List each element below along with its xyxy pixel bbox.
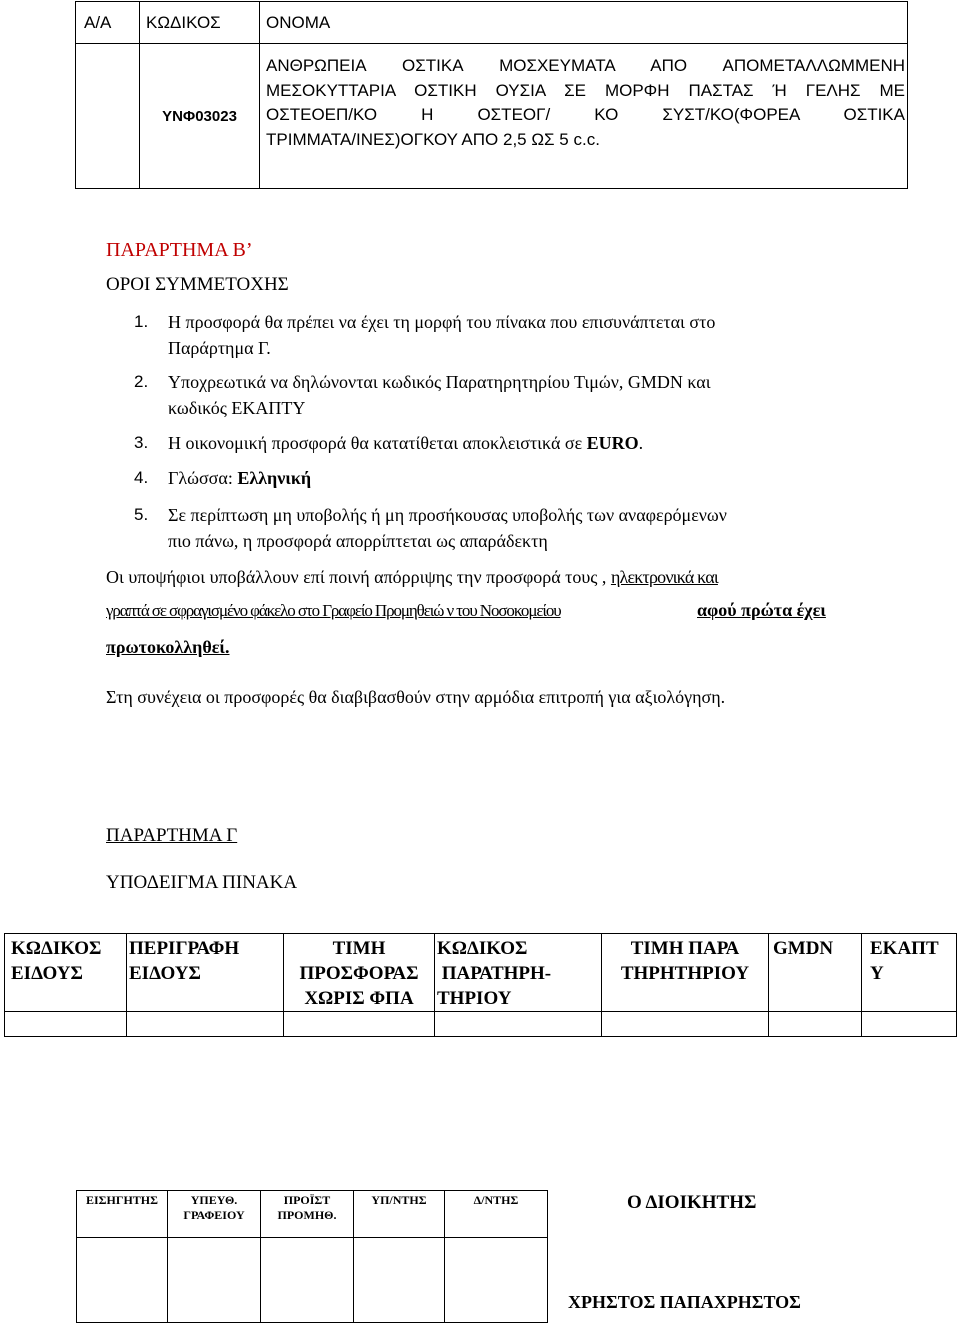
appendix-b-subtitle: ΟΡΟΙ ΣΥΜΜΕΤΟΧΗΣ xyxy=(106,274,289,295)
name-line: ΜΕΣΟΚΥΤΤΑΡΙΑ ΟΣΤΙΚΗ ΟΥΣΙΑ ΣΕ ΜΟΡΦΗ ΠΑΣΤΑΣ Ή ΓΕΛΗΣ ΜΕ xyxy=(266,80,905,100)
column-item-code: ΚΩΔΙΚΟΣ ΕΙΔΟΥΣ xyxy=(5,934,127,1012)
item-text: κωδικός ΕΚΑΠΤΥ xyxy=(168,398,306,418)
column-offer-price: ΤΙΜΗ ΠΡΟΣΦΟΡΑΣ ΧΩΡΙΣ ΦΠΑ xyxy=(284,934,435,1012)
item-text: Η οικονομική προσφορά θα κατατίθεται αποκλειστικά σε EURO. xyxy=(168,433,644,453)
submission-paragraph-line xyxy=(106,637,230,658)
name-line: ΟΣΤΕΟΕΠ/ΚΟ Η ΟΣΤΕΟΓ/ ΚΟ ΣΥΣΤ/ΚΟ(ΦΟΡΕΑ ΟΣΤΙΚΑ xyxy=(266,105,905,124)
director-name: ΧΡΗΣΤΟΣ ΠΑΠΑΧΡΗΣΤΟΣ xyxy=(568,1292,801,1312)
cell-aa xyxy=(76,44,140,189)
cell-name xyxy=(260,44,908,189)
signature-table xyxy=(76,1190,548,1323)
appendix-g-title: ΠΑΡΑΡΤΗΜΑ Γ xyxy=(106,825,238,846)
header-code: ΚΩΔΙΚΟΣ xyxy=(140,2,260,44)
item-number: 1. xyxy=(134,312,149,331)
table-row xyxy=(76,44,908,189)
currency-euro: EURO xyxy=(586,433,639,453)
signature-column: ΥΠ/ΝΤΗΣ xyxy=(354,1191,445,1238)
underlined-text: γραπτά σε σφραγισμένο φάκελο στο Γραφείο Προμηθειώ ν του Νοσοκομείου xyxy=(106,601,561,620)
item-number: 5. xyxy=(134,505,149,524)
name-line: ΤΡΙΜΜΑΤΑ/ΙΝΕΣ)ΟΓΚΟΥ ΑΠΟ 2,5 ΩΣ 5 c.c. xyxy=(266,129,600,149)
item-number: 3. xyxy=(134,433,149,452)
signature-header xyxy=(77,1191,548,1238)
product-table xyxy=(75,1,908,189)
cell-code: ΥΝΦ03023 xyxy=(140,44,260,189)
underlined-text: ηλεκτρονικά και xyxy=(610,567,718,587)
bold-underlined-text: αφού πρώτα έχει xyxy=(697,600,826,620)
header-aa: Α/Α xyxy=(76,2,140,44)
header-name: ΟΝΟΜΑ xyxy=(260,2,908,44)
submission-paragraph-line: Οι υποψήφιοι υποβάλλουν επί ποινή απόρριψης την προσφορά τους , ηλεκτρονικά και xyxy=(106,567,718,587)
item-text: Η προσφορά θα πρέπει να έχει τη μορφή του πίνακα που επισυνάπτεται στο xyxy=(168,312,716,332)
table-row xyxy=(77,1238,548,1323)
item-text: Παράρτημα Γ. xyxy=(168,338,271,358)
offer-template-table xyxy=(4,933,957,1037)
column-gmdn: GMDN xyxy=(769,934,862,1012)
item-number: 2. xyxy=(134,372,149,391)
column-observatory-code: ΚΩΔΙΚΟΣ ΠΑΡΑΤΗΡΗ- ΤΗΡΙΟΥ xyxy=(435,934,602,1012)
submission-paragraph-line xyxy=(697,600,826,621)
appendix-g-subtitle: ΥΠΟΔΕΙΓΜΑ ΠΙΝΑΚΑ xyxy=(106,872,298,893)
submission-paragraph-line xyxy=(106,601,561,621)
signature-column: ΥΠΕΥΘ. ΓΡΑΦΕΙΟΥ xyxy=(168,1191,261,1238)
item-text: πιο πάνω, η προσφορά απορρίπτεται ως απαράδεκτη xyxy=(168,531,548,551)
column-item-description: ΠΕΡΙΓΡΑΦΗ ΕΙΔΟΥΣ xyxy=(127,934,284,1012)
column-observatory-price: ΤΙΜΗ ΠΑΡΑ ΤΗΡΗΤΗΡΙΟΥ xyxy=(602,934,769,1012)
appendix-b-title: ΠΑΡΑΡΤΗΜΑ Β’ xyxy=(106,239,253,261)
product-table-header xyxy=(76,2,908,44)
signature-column: Δ/ΝΤΗΣ xyxy=(445,1191,548,1238)
item-text: Υποχρεωτικά να δηλώνονται κωδικός Παρατηρητηρίου Τιμών, GMDN και xyxy=(168,372,711,392)
item-number: 4. xyxy=(134,468,149,487)
language-value: Ελληνική xyxy=(237,468,312,488)
column-ekapty: ΕΚΑΠΤ Υ xyxy=(862,934,957,1012)
bold-underlined-text: πρωτοκολληθεί. xyxy=(106,637,230,657)
director-title: Ο ΔΙΟΙΚΗΤΗΣ xyxy=(627,1192,757,1213)
signature-column: ΠΡΟΪΣΤ ΠΡΟΜΗΘ. xyxy=(261,1191,354,1238)
table-row xyxy=(5,1012,957,1037)
item-text: Σε περίπτωση μη υποβολής ή μη προσήκουσας υποβολής των αναφερόμενων xyxy=(168,505,727,525)
signature-column: ΕΙΣΗΓΗΤΗΣ xyxy=(77,1191,168,1238)
name-line: ΑΝΘΡΩΠΕΙΑ ΟΣΤΙΚΑ ΜΟΣΧΕΥΜΑΤΑ ΑΠΟ ΑΠΟΜΕΤΑΛΛΩΜΜΕΝΗ xyxy=(266,56,905,75)
closing-paragraph: Στη συνέχεια οι προσφορές θα διαβιβασθούν στην αρμόδια επιτροπή για αξιολόγηση. xyxy=(106,687,726,707)
offer-template-header xyxy=(5,934,957,1012)
item-text: Γλώσσα: Ελληνική xyxy=(168,468,312,488)
